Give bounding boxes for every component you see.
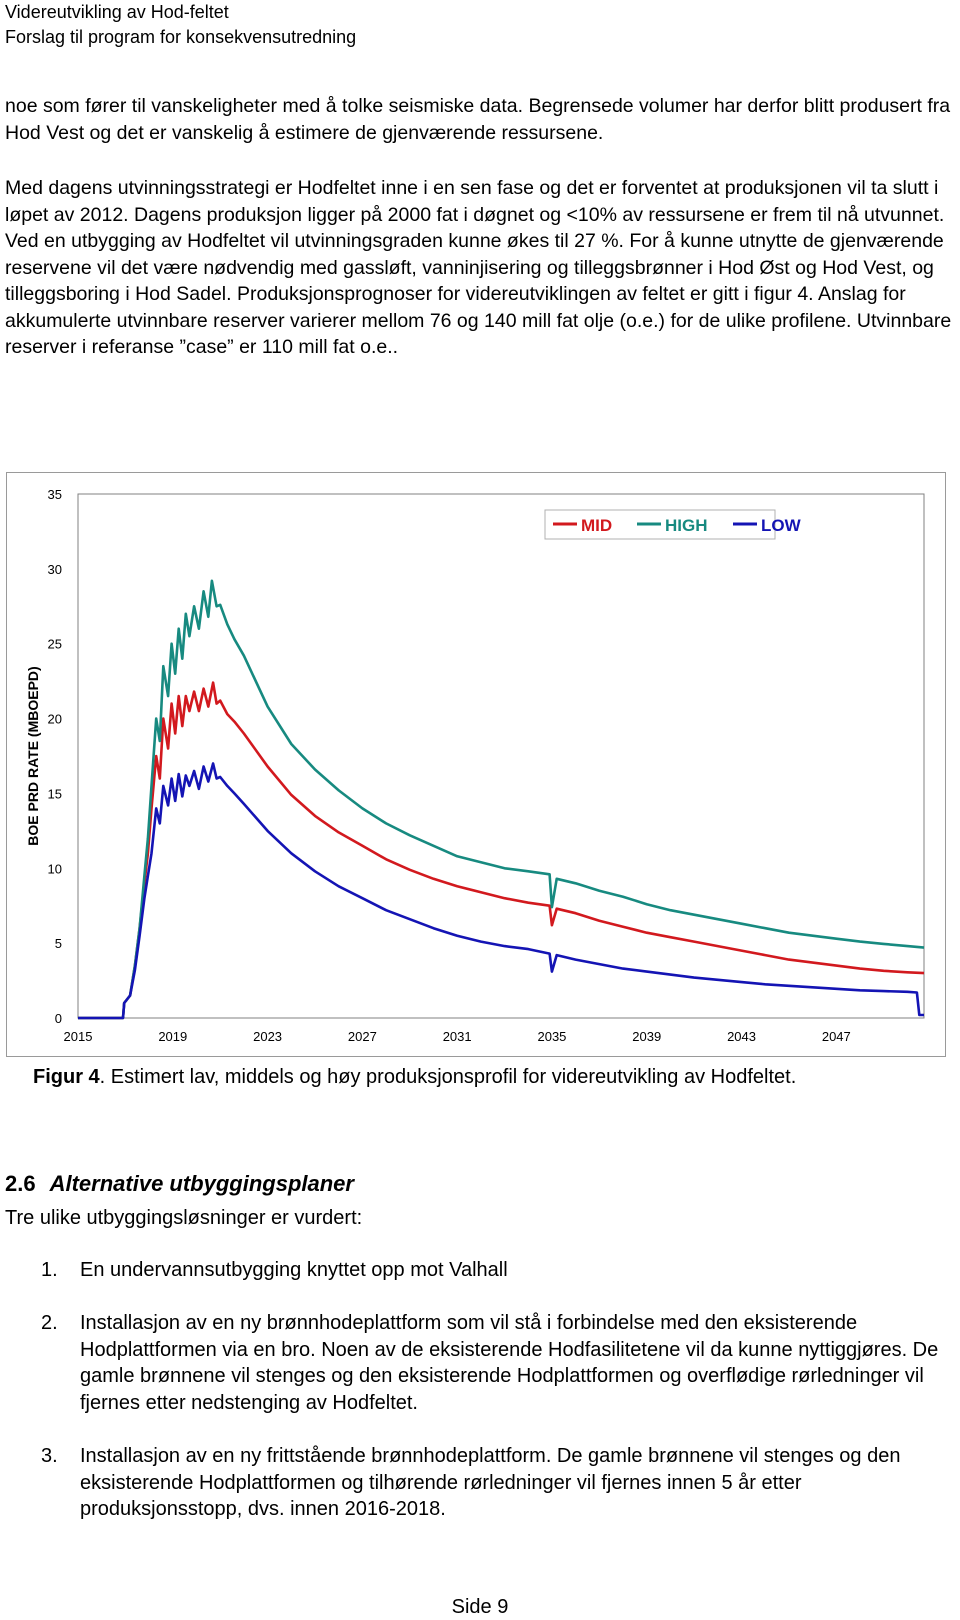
x-tick-label: 2019 xyxy=(158,1029,188,1044)
y-axis-ticks xyxy=(48,487,62,1026)
x-tick-label: 2043 xyxy=(727,1029,756,1044)
legend-label-low: LOW xyxy=(761,516,801,535)
x-tick-label: 2035 xyxy=(537,1029,567,1044)
production-chart xyxy=(6,472,946,1057)
section-number: 2.6 xyxy=(5,1171,36,1196)
list-item-number: 3. xyxy=(41,1445,58,1467)
header-subtitle: Forslag til program for konsekvensutredning xyxy=(5,27,357,47)
x-tick-label: 2047 xyxy=(821,1029,851,1044)
legend-label-high: HIGH xyxy=(665,516,708,535)
production-chart-svg xyxy=(7,473,945,1056)
x-tick-label: 2027 xyxy=(347,1029,377,1044)
y-tick-label: 10 xyxy=(47,861,62,877)
y-axis-label: BOE PRD RATE (MBOEPD) xyxy=(25,666,41,846)
x-tick-label: 2015 xyxy=(63,1029,93,1044)
y-tick-label: 35 xyxy=(47,487,62,502)
legend-label-mid: MID xyxy=(581,516,613,535)
header-title: Videreutvikling av Hod-feltet xyxy=(5,2,229,22)
y-tick-label: 25 xyxy=(47,636,62,652)
page-number: Side 9 xyxy=(451,1596,509,1618)
caption-text: . Estimert lav, middels og høy produksjonsprofil for videreutvikling av Hodfeltet. xyxy=(99,1066,797,1088)
y-tick-label: 30 xyxy=(47,561,62,577)
x-axis-ticks xyxy=(64,1029,851,1044)
x-tick-label: 2031 xyxy=(442,1029,472,1044)
paragraph-2: Med dagens utvinningsstrategi er Hodfeltet inne i en sen fase og det er forventet at produksjonen vil ta slutt i løpet av 2012. Dagens produksjon ligger på 2000 fat i døgnet og <10% av ressursene er frem til nå utvunnet. Ved en utbygging av Hodfeltet vil utvinningsgraden kunne økes til 27 %. For å kunne utnytte de gjenværende reservene vil det være nødvendig med gassløft, vanninjisering og tilleggsbrønner i Hod Øst og Hod Vest, og tilleggsboring i Hod Sadel. Produksjonsprognoser for videreutviklingen av feltet er gitt i figur 4. Anslag for akkumulerte utvinnbare reserver varierer mellom 76 og 140 mill fat olje (o.e.) for de ulike profilene. Utvinnbare reserver i referanse ”case” er 110 mill fat o.e.. xyxy=(5,177,952,358)
caption-label: Figur 4 xyxy=(33,1066,100,1088)
chart-legend xyxy=(545,510,802,539)
y-tick-label: 5 xyxy=(54,936,62,952)
plot-area xyxy=(78,494,924,1018)
section-intro: Tre ulike utbyggingsløsninger er vurdert: xyxy=(5,1207,363,1229)
x-tick-label: 2023 xyxy=(253,1029,283,1044)
paragraph-1: noe som fører til vanskeligheter med å tolke seismiske data. Begrensede volumer har derfor blitt produsert fra Hod Vest og det er vanskelig å estimere de gjenværende ressursene. xyxy=(5,95,951,144)
y-tick-label: 0 xyxy=(54,1011,62,1026)
x-tick-label: 2039 xyxy=(632,1029,662,1044)
list-item-text: Installasjon av en ny frittstående brønnhodeplattform. De gamle brønnene vil stenges og den eksisterende Hodplattformen og tilhørende rørledninger vil fjernes innen 5 år etter produksjonsstopp, dvs. innen 2016-2018. xyxy=(80,1445,901,1520)
list-item-text: En undervannsutbygging knyttet opp mot Valhall xyxy=(80,1259,508,1281)
list-item-number: 2. xyxy=(41,1312,58,1334)
section-title: Alternative utbyggingsplaner xyxy=(49,1171,354,1196)
list-item-text: Installasjon av en ny brønnhodeplattform som vil stå i forbindelse med den eksisterende Hodplattformen via en bro. Noen av de eksisterende Hodfasilitetene vil da kunne nyttiggjøres. De gamle brønnene vil stenges og den eksisterende Hodplattformen og overflødige rørledninger vil fjernes etter nedstenging av Hodfeltet. xyxy=(80,1312,939,1414)
figure-caption xyxy=(33,1064,796,1090)
section-heading xyxy=(5,1170,354,1198)
document-header xyxy=(5,0,356,50)
y-tick-label: 15 xyxy=(47,786,62,802)
list-item-number: 1. xyxy=(41,1259,58,1281)
y-tick-label: 20 xyxy=(47,711,62,727)
